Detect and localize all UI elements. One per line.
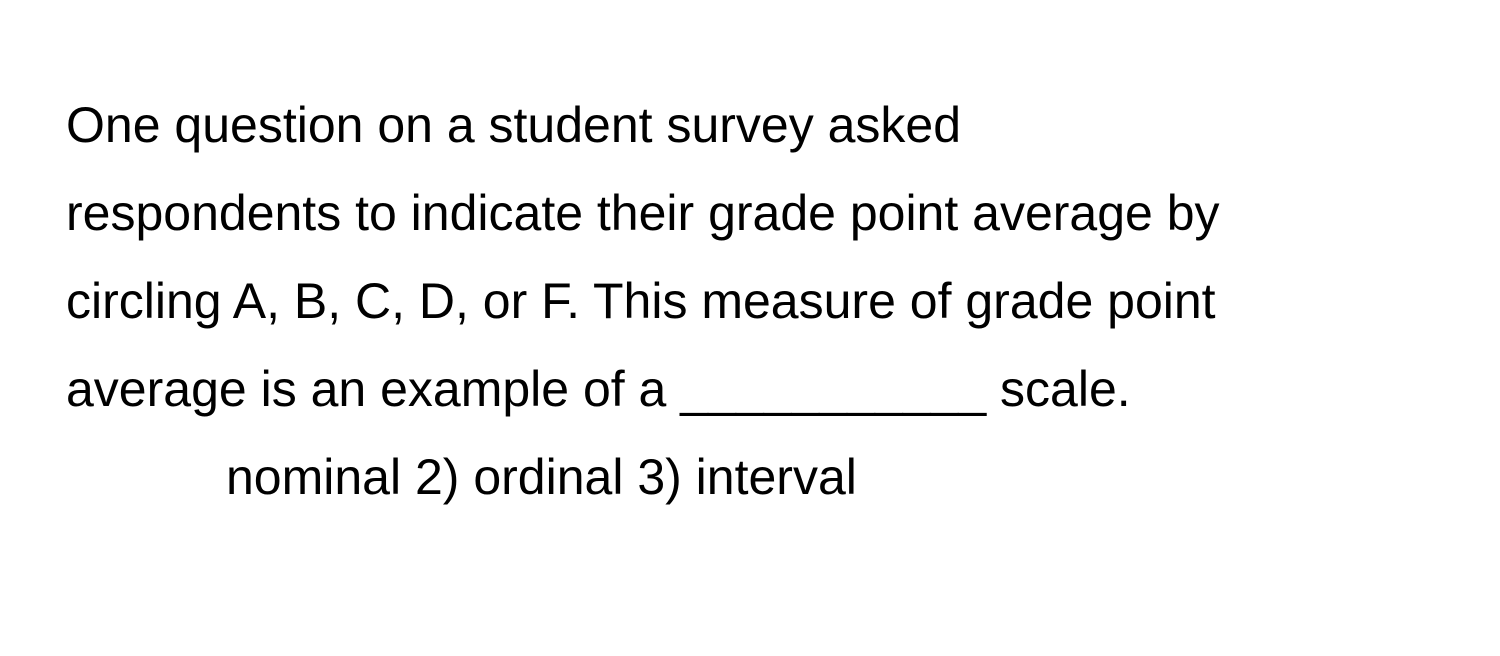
question-line-3: circling A, B, C, D, or F. This measure of grade point bbox=[66, 273, 1216, 329]
answer-options: nominal 2) ordinal 3) interval bbox=[226, 449, 857, 505]
question-line-4: average is an example of a ___________ scale. bbox=[66, 361, 1131, 417]
question-line-1: One question on a student survey asked bbox=[66, 97, 962, 153]
question-line-2: respondents to indicate their grade point average by bbox=[66, 185, 1220, 241]
